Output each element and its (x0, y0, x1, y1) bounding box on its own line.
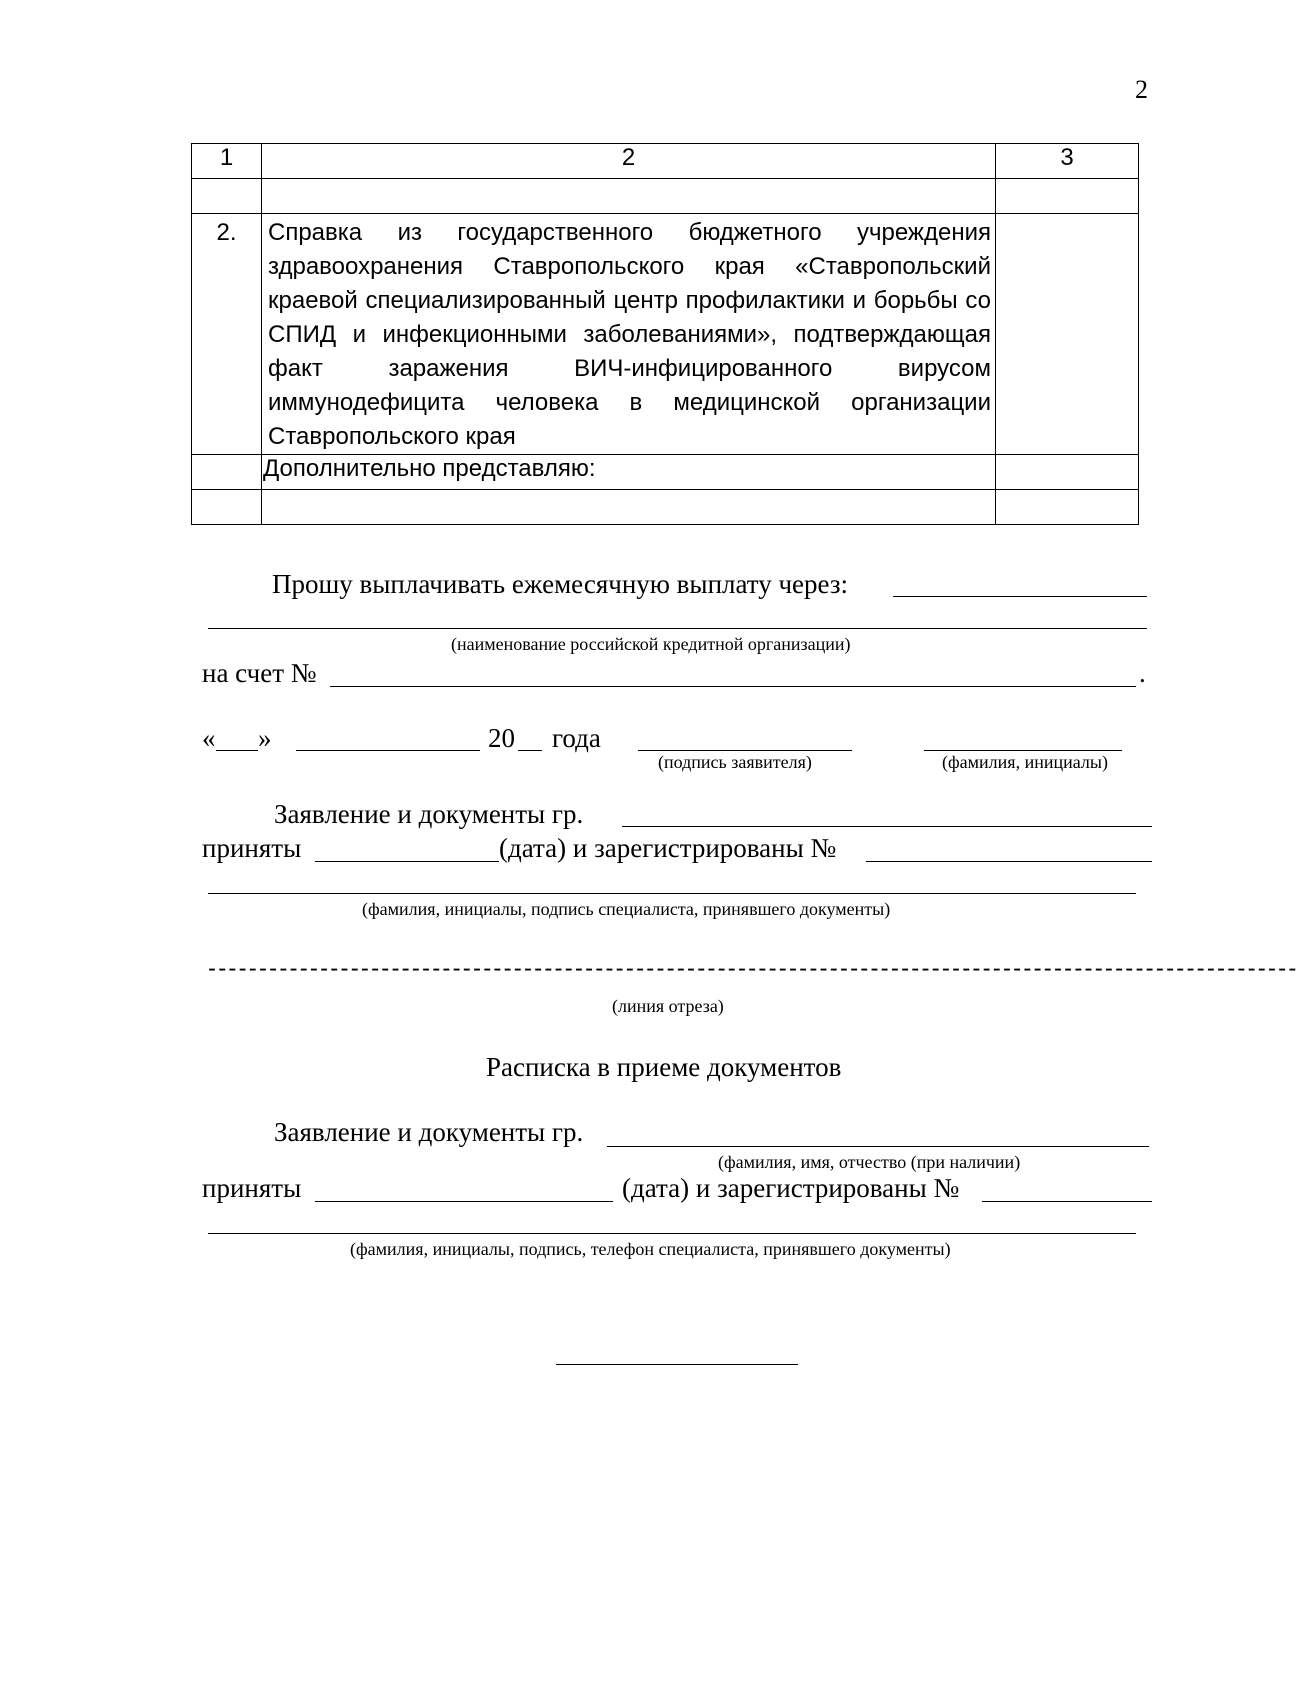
cut-caption: (линия отреза) (612, 996, 724, 1016)
acceptance-line1: Заявление и документы гр. (274, 799, 584, 829)
acceptance-date-registered: (дата) и зарегистрированы № (499, 833, 837, 863)
name-caption: (фамилия, инициалы) (942, 752, 1108, 772)
specialist-caption: (фамилия, инициалы, подпись специалиста, принявшего документы) (362, 899, 891, 919)
account-label: на счет № (202, 658, 317, 688)
date-close-quote: » (258, 723, 272, 753)
item-number: 2. (192, 214, 262, 455)
receipt-specialist-field[interactable] (208, 1233, 1136, 1234)
receipt-accepted: приняты (202, 1173, 302, 1203)
payment-method-field[interactable] (893, 596, 1147, 597)
year-prefix: 20 (488, 723, 515, 753)
receipt-specialist-caption: (фамилия, инициалы, подпись, телефон специалиста, принявшего документы) (350, 1239, 951, 1259)
item-text: Справка из государственного бюджетного учреждения здравоохранения Ставропольского края «Ставропольский краевой специализированный центр профилактики и борьбы со СПИД и инфекционными заболеваниями», подтверждающая факт заражения ВИЧ-инфицированного вирусом иммунодефицита человека в медицинской организации Ставропольского края (262, 214, 996, 455)
receipt-line1: Заявление и документы гр. (274, 1117, 584, 1147)
table-row-item-2 (192, 214, 1139, 455)
citizen-name-field[interactable] (622, 826, 1152, 827)
item-mark-cell (996, 214, 1139, 455)
specialist-field[interactable] (208, 893, 1136, 894)
cut-line: ----------------------------------------------------------------------------------------------------------- (208, 955, 1299, 982)
year-word: года (552, 723, 601, 753)
page-number: 2 (1135, 75, 1148, 104)
registration-number-field[interactable] (866, 861, 1152, 862)
applicant-name-field[interactable] (924, 750, 1122, 751)
closing-rule (556, 1364, 798, 1365)
account-end: . (1139, 658, 1146, 688)
bank-name-field[interactable] (208, 628, 1147, 629)
month-field[interactable] (296, 750, 480, 751)
year-field[interactable] (518, 750, 542, 751)
header-cell-3: 3 (996, 144, 1139, 179)
header-cell-1: 1 (192, 144, 262, 179)
receipt-citizen-name-field[interactable] (607, 1146, 1149, 1147)
payment-request-text: Прошу выплачивать ежемесячную выплату через: (272, 569, 849, 599)
acceptance-accepted: приняты (202, 833, 302, 863)
date-open-quote: « (202, 723, 216, 753)
acceptance-date-field[interactable] (315, 861, 499, 862)
signature-caption: (подпись заявителя) (658, 752, 812, 772)
table-row (192, 179, 1139, 214)
receipt-fio-caption: (фамилия, имя, отчество (при наличии) (718, 1152, 1021, 1172)
bank-caption: (наименование российской кредитной организации) (451, 634, 851, 654)
applicant-signature-field[interactable] (638, 750, 852, 751)
receipt-registration-number-field[interactable] (982, 1201, 1152, 1202)
documents-table (191, 143, 1139, 525)
table-header-row (192, 144, 1139, 179)
day-field[interactable] (216, 750, 258, 751)
receipt-title: Расписка в приеме документов (486, 1052, 842, 1082)
additional-label: Дополнительно представляю: (262, 455, 996, 490)
receipt-date-field[interactable] (315, 1201, 613, 1202)
header-cell-2: 2 (262, 144, 996, 179)
table-row-additional (192, 455, 1139, 490)
account-number-field[interactable] (330, 686, 1136, 687)
receipt-date-registered: (дата) и зарегистрированы № (622, 1173, 960, 1203)
table-row (192, 490, 1139, 525)
